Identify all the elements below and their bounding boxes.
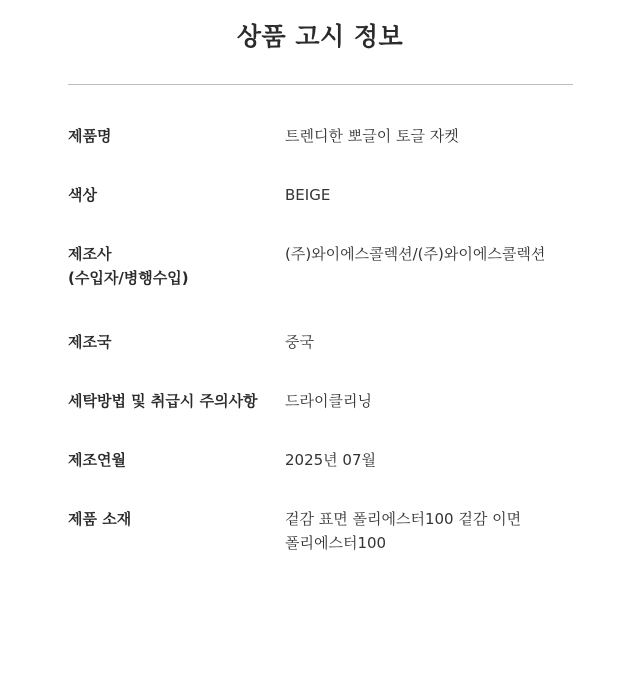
- row-value-line: 겉감 표면 폴리에스터100 겉감 이면: [285, 510, 522, 528]
- row-value-line: 중국: [285, 333, 314, 351]
- row-label: 제품 소재: [68, 510, 132, 528]
- row-value-line: 2025년 07월: [285, 451, 377, 469]
- row-value-line: 폴리에스터100: [285, 534, 387, 552]
- title-divider: [68, 84, 573, 85]
- row-label: 색상: [68, 186, 97, 204]
- row-value: [285, 183, 573, 207]
- row-value-line: (주)와이에스콜렉션/(주)와이에스콜렉션: [285, 245, 546, 263]
- row-label: 제조연월: [68, 451, 126, 469]
- row-value-line: 드라이클리닝: [285, 392, 372, 410]
- row-value: [285, 389, 573, 413]
- row-value: [285, 242, 573, 266]
- row-value: [285, 448, 573, 472]
- row-value: [285, 330, 573, 354]
- row-value-line: BEIGE: [285, 186, 331, 204]
- row-label: 세탁방법 및 취급시 주의사항: [68, 392, 258, 410]
- row-value-line: 트렌디한 뽀글이 토글 자켓: [285, 127, 459, 145]
- row-label: 제조사 (수입자/병행수입): [68, 245, 189, 287]
- row-value: [285, 507, 573, 555]
- row-label: 제품명: [68, 127, 112, 145]
- row-value: [285, 124, 573, 148]
- page-title: 상품 고시 정보: [236, 22, 404, 51]
- row-label: 제조국: [68, 333, 112, 351]
